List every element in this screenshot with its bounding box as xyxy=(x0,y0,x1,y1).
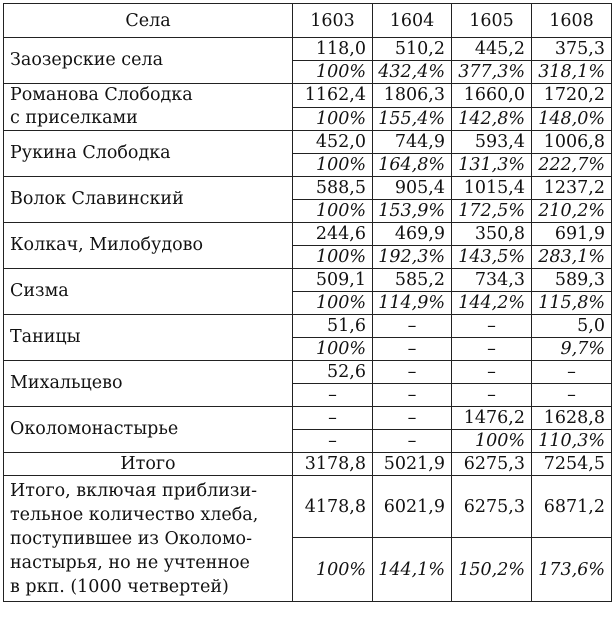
value-cell: 1476,2 xyxy=(452,407,532,430)
village-name: Колкач, Милобудово xyxy=(4,223,293,269)
value-cell: 589,3 xyxy=(532,269,612,292)
value-cell: – xyxy=(293,407,373,430)
percent-cell: 222,7% xyxy=(532,154,612,177)
percent-cell: 377,3% xyxy=(452,61,532,84)
percent-cell: – xyxy=(452,338,532,361)
final-value: 6871,2 xyxy=(532,476,612,538)
percent-cell: 210,2% xyxy=(532,200,612,223)
table-row xyxy=(4,84,612,108)
percent-cell: 100% xyxy=(293,292,373,315)
final-total-label xyxy=(4,476,293,602)
value-cell: 905,4 xyxy=(373,177,452,200)
final-percent: 100% xyxy=(293,538,373,602)
final-percent: 150,2% xyxy=(452,538,532,602)
percent-cell: 110,3% xyxy=(532,430,612,453)
table-row xyxy=(4,223,612,246)
value-cell: 118,0 xyxy=(293,38,373,61)
value-cell: 1660,0 xyxy=(452,84,532,108)
final-label-line: в ркп. (1000 четвертей) xyxy=(10,577,229,597)
value-cell: 1628,8 xyxy=(532,407,612,430)
percent-cell: 283,1% xyxy=(532,246,612,269)
value-cell: 588,5 xyxy=(293,177,373,200)
percent-cell: – xyxy=(293,430,373,453)
villages-grain-table xyxy=(3,3,612,602)
table-row xyxy=(4,315,612,338)
header-year-1605: 1605 xyxy=(452,4,532,38)
value-cell: 593,4 xyxy=(452,131,532,154)
value-cell: 509,1 xyxy=(293,269,373,292)
final-label-line: Итого, включая приблизи- xyxy=(10,481,258,501)
village-name xyxy=(4,84,293,131)
percent-cell: – xyxy=(452,384,532,407)
table-row xyxy=(4,38,612,61)
percent-cell: 100% xyxy=(293,154,373,177)
village-name: Сизма xyxy=(4,269,293,315)
table-row xyxy=(4,361,612,384)
percent-cell: 9,7% xyxy=(532,338,612,361)
value-cell: – xyxy=(373,407,452,430)
percent-cell: 100% xyxy=(452,430,532,453)
village-name-line: Романова Слободка xyxy=(10,85,193,105)
header-year-1608: 1608 xyxy=(532,4,612,38)
final-label-line: поступившее из Околомо- xyxy=(10,529,253,549)
value-cell: 744,9 xyxy=(373,131,452,154)
percent-cell: 131,3% xyxy=(452,154,532,177)
total-value: 7254,5 xyxy=(532,453,612,476)
value-cell: 1237,2 xyxy=(532,177,612,200)
total-row xyxy=(4,453,612,476)
percent-cell: 143,5% xyxy=(452,246,532,269)
final-total-row xyxy=(4,476,612,538)
value-cell: 1806,3 xyxy=(373,84,452,108)
value-cell: 1162,4 xyxy=(293,84,373,108)
value-cell: 691,9 xyxy=(532,223,612,246)
value-cell: 51,6 xyxy=(293,315,373,338)
percent-cell: 115,8% xyxy=(532,292,612,315)
percent-cell: 318,1% xyxy=(532,61,612,84)
percent-cell: 172,5% xyxy=(452,200,532,223)
percent-cell: – xyxy=(532,384,612,407)
percent-cell: 100% xyxy=(293,107,373,131)
value-cell: 1006,8 xyxy=(532,131,612,154)
percent-cell: – xyxy=(373,430,452,453)
percent-cell: 100% xyxy=(293,200,373,223)
value-cell: – xyxy=(373,361,452,384)
village-name: Околомонастырье xyxy=(4,407,293,453)
total-value: 5021,9 xyxy=(373,453,452,476)
total-label: Итого xyxy=(4,453,293,476)
final-value: 4178,8 xyxy=(293,476,373,538)
percent-cell: – xyxy=(373,338,452,361)
value-cell: 350,8 xyxy=(452,223,532,246)
percent-cell: 192,3% xyxy=(373,246,452,269)
village-name-line: с приселками xyxy=(10,108,138,128)
total-value: 6275,3 xyxy=(452,453,532,476)
value-cell: 52,6 xyxy=(293,361,373,384)
value-cell: 510,2 xyxy=(373,38,452,61)
value-cell: 5,0 xyxy=(532,315,612,338)
percent-cell: – xyxy=(373,384,452,407)
percent-cell: 144,2% xyxy=(452,292,532,315)
village-name: Заозерские села xyxy=(4,38,293,84)
final-label-line: тельное количество хлеба, xyxy=(10,505,259,525)
value-cell: 244,6 xyxy=(293,223,373,246)
value-cell: 452,0 xyxy=(293,131,373,154)
table-row xyxy=(4,269,612,292)
table-row xyxy=(4,131,612,154)
village-name: Михальцево xyxy=(4,361,293,407)
header-row xyxy=(4,4,612,38)
percent-cell: 100% xyxy=(293,61,373,84)
table-row xyxy=(4,177,612,200)
header-year-1604: 1604 xyxy=(373,4,452,38)
table-row xyxy=(4,407,612,430)
value-cell: 375,3 xyxy=(532,38,612,61)
village-name: Рукина Слободка xyxy=(4,131,293,177)
percent-cell: 148,0% xyxy=(532,107,612,131)
village-name: Таницы xyxy=(4,315,293,361)
value-cell: – xyxy=(532,361,612,384)
percent-cell: 155,4% xyxy=(373,107,452,131)
village-name: Волок Славинский xyxy=(4,177,293,223)
value-cell: – xyxy=(373,315,452,338)
percent-cell: 164,8% xyxy=(373,154,452,177)
value-cell: – xyxy=(452,315,532,338)
value-cell: 734,3 xyxy=(452,269,532,292)
value-cell: 445,2 xyxy=(452,38,532,61)
total-value: 3178,8 xyxy=(293,453,373,476)
value-cell: 469,9 xyxy=(373,223,452,246)
value-cell: 1720,2 xyxy=(532,84,612,108)
value-cell: – xyxy=(452,361,532,384)
value-cell: 585,2 xyxy=(373,269,452,292)
final-value: 6021,9 xyxy=(373,476,452,538)
percent-cell: 432,4% xyxy=(373,61,452,84)
percent-cell: 100% xyxy=(293,246,373,269)
final-percent: 173,6% xyxy=(532,538,612,602)
value-cell: 1015,4 xyxy=(452,177,532,200)
percent-cell: 153,9% xyxy=(373,200,452,223)
percent-cell: 114,9% xyxy=(373,292,452,315)
final-label-line: настырья, но не учтенное xyxy=(10,553,250,573)
percent-cell: – xyxy=(293,384,373,407)
final-percent: 144,1% xyxy=(373,538,452,602)
header-villages: Села xyxy=(4,4,293,38)
percent-cell: 142,8% xyxy=(452,107,532,131)
header-year-1603: 1603 xyxy=(293,4,373,38)
percent-cell: 100% xyxy=(293,338,373,361)
final-value: 6275,3 xyxy=(452,476,532,538)
